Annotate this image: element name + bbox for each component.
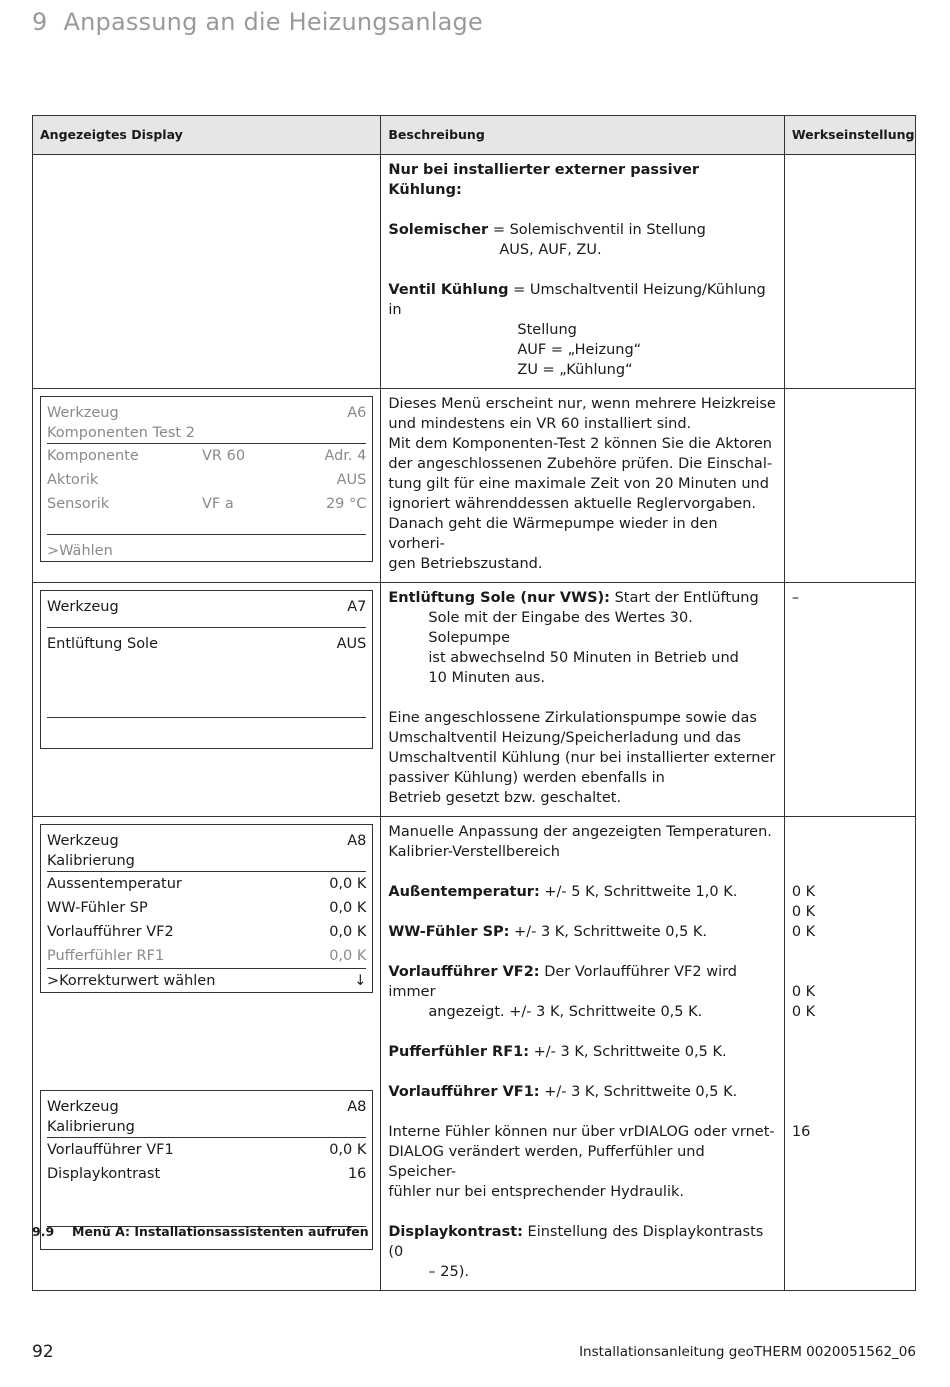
desc-line: Sole mit der Eingabe des Wertes 30. Solepumpe: [428, 610, 693, 646]
section-title: Menü A: Installationsassistenten aufrufen: [72, 1224, 369, 1239]
arrow-down-icon: ↓: [354, 973, 367, 989]
page-number: 92: [32, 1342, 54, 1362]
text-ventil-2: Stellung: [517, 322, 577, 338]
desc-line: Betrieb gesetzt bzw. geschaltet.: [388, 790, 622, 806]
display-label: Aussentemperatur: [47, 876, 182, 892]
factory-cell: [784, 155, 915, 389]
chapter-number: 9: [32, 8, 48, 36]
display-value: 0,0 K: [329, 900, 367, 916]
display-footer: >Korrekturwert wählen: [47, 973, 216, 989]
factory-value: –: [791, 590, 800, 606]
display-title: Werkzeug: [47, 833, 119, 849]
display-cell: [33, 389, 381, 583]
desc-line: Danach geht die Wärmepumpe wieder in den vorheri-: [388, 516, 718, 552]
display-value: 0,0 K: [329, 876, 367, 892]
display-label: Vorlaufführer VF2: [47, 924, 174, 940]
desc-line: Start der Entlüftung: [609, 590, 759, 606]
text-ventil-3: AUF = „Heizung“: [517, 342, 642, 358]
desc-line: +/- 3 K, Schrittweite 0,5 K.: [509, 924, 708, 940]
display-label: Pufferfühler RF1: [47, 948, 165, 964]
description-cell: [381, 389, 784, 583]
factory-value: 0 K: [791, 904, 816, 920]
text-ventil: = Umschaltventil Heizung/Kühlung in: [388, 282, 766, 318]
factory-value: 0 K: [791, 984, 816, 1000]
factory-cell: [784, 583, 915, 817]
display-cell-empty: [33, 155, 381, 389]
desc-line: 10 Minuten aus.: [428, 670, 546, 686]
display-value: AUS: [336, 636, 367, 652]
desc-line: tung gilt für eine maximale Zeit von 20 Minuten und: [388, 476, 769, 492]
term-solemischer: Solemischer: [388, 222, 489, 238]
desc-line: der angeschlossenen Zubehöre prüfen. Die Einschal-: [388, 456, 773, 472]
display-subtitle: Kalibrierung: [47, 853, 135, 869]
display-label: Vorlaufführer VF1: [47, 1142, 174, 1158]
header-factory-setting: Werkseinstellung: [784, 116, 915, 155]
desc-line: gen Betriebszustand.: [388, 556, 543, 572]
page-footer: Installationsanleitung geoTHERM 0020051562_06: [579, 1344, 916, 1360]
display-code: A8: [347, 1099, 367, 1115]
display-label: Displaykontrast: [47, 1166, 161, 1182]
term-aussentemperatur: Außentemperatur:: [388, 884, 540, 900]
display-a6: [40, 396, 373, 562]
desc-line: passiver Kühlung) werden ebenfalls in: [388, 770, 665, 786]
term-entlueftung-sole: Entlüftung Sole (nur VWS):: [388, 590, 610, 606]
display-subtitle: Kalibrierung: [47, 1119, 135, 1135]
text-solemischer-states: AUS, AUF, ZU.: [499, 242, 602, 258]
display-value: AUS: [336, 472, 367, 488]
text-ventil-4: ZU = „Kühlung“: [517, 362, 633, 378]
factory-value: 16: [791, 1124, 811, 1140]
factory-value: 0 K: [791, 1004, 816, 1020]
text-solemischer: = Solemischventil in Stellung: [488, 222, 706, 238]
desc-line: Umschaltventil Kühlung (nur bei installierter externer: [388, 750, 776, 766]
factory-cell: [784, 389, 915, 583]
desc-line: +/- 5 K, Schrittweite 1,0 K.: [539, 884, 738, 900]
table-header-row: [33, 116, 916, 155]
display-code: A6: [347, 405, 367, 421]
desc-line: ignoriert währenddessen aktuelle Reglervorgaben.: [388, 496, 756, 512]
table-row: [33, 389, 916, 583]
display-label: Komponente: [47, 448, 139, 464]
desc-line: Eine angeschlossene Zirkulationspumpe sowie das: [388, 710, 757, 726]
display-cell: [33, 583, 381, 817]
display-label: Aktorik: [47, 472, 99, 488]
desc-line: und mindestens ein VR 60 installiert sind.: [388, 416, 692, 432]
display-label: WW-Fühler SP: [47, 900, 148, 916]
factory-value: 0 K: [791, 884, 816, 900]
display-label: Entlüftung Sole: [47, 636, 159, 652]
description-cell: [381, 817, 784, 1291]
desc-line: Umschaltventil Heizung/Speicherladung und das: [388, 730, 741, 746]
display-footer: >Wählen: [47, 543, 113, 559]
chapter-heading: [32, 8, 483, 36]
desc-line: Manuelle Anpassung der angezeigten Temperaturen.: [388, 824, 772, 840]
term-pufferfuehler-rf1: Pufferfühler RF1:: [388, 1044, 529, 1060]
desc-line: Kalibrier-Verstellbereich: [388, 844, 560, 860]
display-title: Werkzeug: [47, 405, 119, 421]
display-value: Adr. 4: [324, 448, 367, 464]
display-value: 29 °C: [325, 496, 367, 512]
display-label: Sensorik: [47, 496, 110, 512]
description-cell: [381, 155, 784, 389]
factory-cell: [784, 817, 915, 1291]
term-vorlauffuehler-vf2: Vorlaufführer VF2:: [388, 964, 540, 980]
display-code: A8: [347, 833, 367, 849]
settings-table: [32, 115, 916, 1291]
desc-line: fühler nur bei entsprechender Hydraulik.: [388, 1184, 684, 1200]
desc-line: ist abwechselnd 50 Minuten in Betrieb und: [428, 650, 739, 666]
desc-line: Mit dem Komponenten-Test 2 können Sie die Aktoren: [388, 436, 772, 452]
display-value: 0,0 K: [329, 924, 367, 940]
desc-line: – 25).: [428, 1264, 469, 1280]
display-value: 16: [347, 1166, 367, 1182]
display-value: 0,0 K: [329, 948, 367, 964]
table-row: [33, 155, 916, 389]
table-row: [33, 817, 916, 1291]
header-display: Angezeigtes Display: [33, 116, 381, 155]
description-cell: [381, 583, 784, 817]
term-ww-fuehler: WW-Fühler SP:: [388, 924, 510, 940]
display-mid-value: VF a: [202, 496, 234, 512]
display-title: Werkzeug: [47, 1099, 119, 1115]
desc-line: +/- 3 K, Schrittweite 0,5 K.: [529, 1044, 727, 1060]
section-heading: [32, 1224, 369, 1239]
table-row: [33, 583, 916, 817]
term-vorlauffuehler-vf1: Vorlaufführer VF1:: [388, 1084, 540, 1100]
display-a7: [40, 590, 373, 749]
display-subtitle: Komponenten Test 2: [47, 425, 195, 441]
desc-line: Der Vorlaufführer VF2 wird immer: [388, 964, 738, 1000]
display-a8-kalibrierung: [40, 824, 373, 993]
display-value: 0,0 K: [329, 1142, 367, 1158]
factory-value: 0 K: [791, 924, 816, 940]
chapter-title: Anpassung an die Heizungsanlage: [63, 8, 483, 36]
desc-line: Einstellung des Displaykontrasts (0: [388, 1224, 764, 1260]
desc-line: +/- 3 K, Schrittweite 0,5 K.: [539, 1084, 738, 1100]
term-displaykontrast: Displaykontrast:: [388, 1224, 523, 1240]
desc-line: Dieses Menü erscheint nur, wenn mehrere Heizkreise: [388, 396, 776, 412]
desc-line: Interne Fühler können nur über vrDIALOG oder vrnet-: [388, 1124, 775, 1140]
display-code: A7: [347, 599, 367, 615]
cooling-title: Nur bei installierter externer passiver Kühlung:: [388, 162, 700, 198]
display-title: Werkzeug: [47, 599, 119, 615]
header-description: Beschreibung: [381, 116, 784, 155]
desc-line: angezeigt. +/- 3 K, Schrittweite 0,5 K.: [428, 1004, 703, 1020]
display-cell: [33, 817, 381, 1291]
section-number: 9.9: [32, 1224, 55, 1239]
display-mid-value: VR 60: [202, 448, 246, 464]
desc-line: DIALOG verändert werden, Pufferfühler und Speicher-: [388, 1144, 705, 1180]
term-ventil-kuehlung: Ventil Kühlung: [388, 282, 509, 298]
